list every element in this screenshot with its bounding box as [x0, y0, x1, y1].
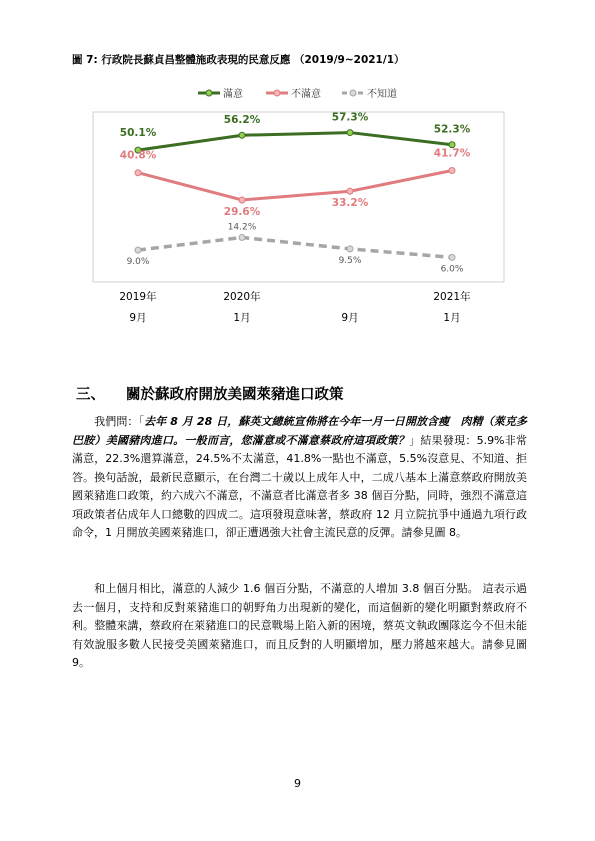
data-point-2-1 — [135, 170, 141, 176]
data-label-1-2: 56.2% — [223, 114, 261, 127]
data-label-3-4: 6.0% — [440, 264, 464, 275]
legend-marker-2 — [274, 90, 280, 96]
page-number: 9 — [294, 777, 301, 790]
legend-marker-3 — [350, 90, 356, 96]
paragraph-1-body: 」結果發現：5.9%非常滿意，22.3%還算滿意，24.5%不太滿意，41.8%一點也不滿意，5.5%沒意見、不知道、拒答。換句話說，最新民意顯示，在台灣二十歲以上成年人中，二成八基本上滿意蔡政府開放美國萊豬進口政策，約六成六不滿意，不滿意者比滿意者多 38 個百分點，同時，強烈不滿意這項政策者佔成年人口總數的四成二。這項發現意味著，蔡政府 12 月立院抗爭中通過九項行政命令，1 月開放美國萊豬進口，卻正遭遇強大社會主流民意的反彈。請參見圖 8。 — [72, 433, 527, 539]
legend-label-1: 滿意 — [223, 89, 243, 100]
data-label-3-1: 9.0% — [126, 257, 150, 268]
data-point-1-3 — [347, 130, 353, 136]
data-label-3-3: 9.5% — [338, 255, 362, 266]
x-tick-label-month-4: 1月 — [443, 312, 461, 324]
series-line-2 — [138, 171, 452, 200]
paragraph-2-body: 和上個月相比，滿意的人減少 1.6 個百分點，不滿意的人增加 3.8 個百分點。 這表示過去一個月，支持和反對萊豬進口的朝野角力出現新的變化，而這個新的變化明顯對蔡政府不利。整體來講，蔡政府在萊豬進口的民意戰場上陷入新的困境，蔡英文執政團隊迄今不但未能有效說服多數人民接受美國萊豬進口，而且反對的人明顯增加，壓力將越來越大。請參見圖 9。 — [72, 582, 527, 669]
x-tick-label-month-3: 9月 — [341, 312, 359, 324]
figure-caption: 圖 7: 行政院長蘇貞昌整體施政表現的民意反應 （2019/9~2021/1） — [72, 54, 405, 66]
data-point-3-4 — [449, 254, 455, 260]
legend-marker-1 — [206, 90, 212, 96]
data-point-3-1 — [135, 247, 141, 253]
data-label-2-3: 33.2% — [331, 197, 369, 210]
section-heading — [76, 383, 344, 404]
paragraph-1 — [72, 413, 527, 543]
data-label-2-1: 40.8% — [119, 149, 157, 162]
series-line-1 — [138, 133, 452, 151]
data-point-3-3 — [347, 246, 353, 252]
legend-label-3: 不知道 — [367, 89, 397, 100]
chart-svg — [90, 78, 507, 332]
data-point-1-2 — [239, 132, 245, 138]
x-tick-label-month-2: 1月 — [233, 312, 251, 324]
x-tick-label-year-2: 2020年 — [223, 291, 261, 303]
paragraph-1-lead: 我們問：「 — [94, 415, 145, 428]
data-point-2-3 — [347, 188, 353, 194]
series-line-3 — [138, 237, 452, 257]
data-point-3-2 — [239, 234, 245, 240]
data-label-3-2: 14.2% — [227, 222, 257, 233]
paragraph-2 — [72, 580, 527, 673]
section-title: 關於蘇政府開放美國萊豬進口政策 — [126, 387, 344, 403]
x-tick-label-year-1: 2019年 — [119, 291, 157, 303]
data-label-1-3: 57.3% — [331, 111, 369, 124]
data-label-1-4: 52.3% — [433, 123, 471, 136]
data-point-2-4 — [449, 168, 455, 174]
x-tick-label-year-4: 2021年 — [433, 291, 471, 303]
data-label-2-4: 41.7% — [433, 147, 471, 160]
data-label-1-1: 50.1% — [119, 127, 157, 140]
survey-question-quote: 去年 8 月 28 日，蘇英文總統宣佈將在今年一月一日開放含瘦 肉精（萊克多巴胺）美國豬肉進口。一般而言，您滿意或不滿意蔡政府這項政策？ — [72, 415, 528, 447]
data-point-2-2 — [239, 197, 245, 203]
satisfaction-line-chart — [90, 78, 507, 332]
legend-label-2: 不滿意 — [291, 89, 321, 100]
section-number: 三、 — [76, 387, 105, 403]
x-tick-label-month-1: 9月 — [129, 312, 147, 324]
data-label-2-2: 29.6% — [223, 205, 261, 218]
